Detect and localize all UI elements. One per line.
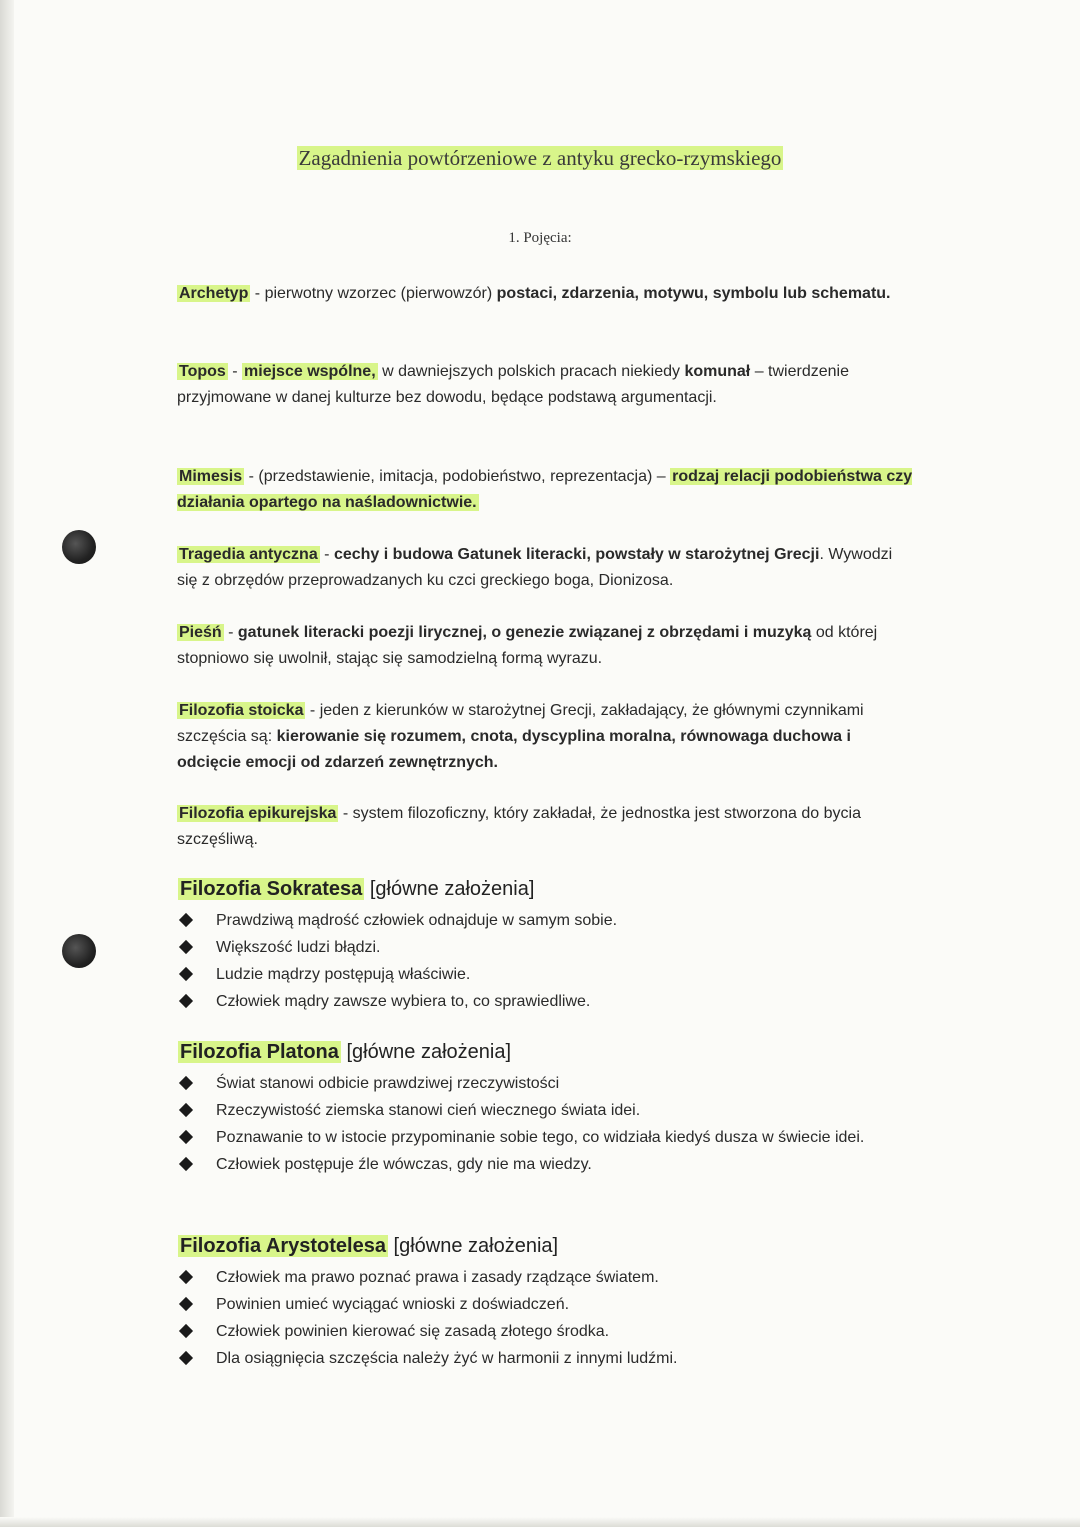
term-label: Tragedia antyczna [179,546,318,563]
list-item: Poznawanie to w istocie przypominanie sobie tego, co widziała kiedyś dusza w świecie idei. [178,1124,918,1151]
section-subtitle: 1. Pojęcia: [508,230,572,246]
term-piesn: Pieśń - gatunek literacki poezji lirycznej, o genezie związanej z obrzędami i muzyką od której stopniowo się uwolnił, stając się samodzielną formą wyrazu. [177,624,878,667]
diamond-bullet-icon [179,1076,193,1090]
diamond-bullet-icon [179,1157,193,1171]
term-label: Filozofia stoicka [179,702,304,719]
diamond-bullet-icon [179,1351,193,1365]
list-item: Ludzie mądrzy postępują właściwie. [178,961,918,988]
term-highlight: miejsce wspólne, [244,363,376,380]
bullet-list-sokrates [178,907,918,1015]
page-edge-bottom [0,1517,1080,1527]
term-label: Pieśń [179,624,222,641]
diamond-bullet-icon [179,940,193,954]
term-topos: Topos - miejsce wspólne, w dawniejszych polskich pracach niekiedy komunał – twierdzenie przyjmowane w danej kulturze bez dowodu, będące podstawą argumentacji. [177,363,849,406]
diamond-bullet-icon [179,1270,193,1284]
punch-hole-bottom [62,934,96,968]
term-label: Mimesis [179,468,243,485]
term-label: Topos [179,363,226,380]
list-item: Człowiek powinien kierować się zasadą złotego środka. [178,1318,918,1345]
list-item: Człowiek ma prawo poznać prawa i zasady rządzące światem. [178,1264,918,1291]
section-title-platon: Filozofia Platona [główne założenia] [180,1041,512,1063]
bullet-list-arystoteles [178,1264,918,1372]
term-filozofia-epikurejska: Filozofia epikurejska - system filozoficzny, który zakładał, że jednostka jest stworzona do bycia szczęśliwą. [177,805,861,848]
section-title-sokrates: Filozofia Sokratesa [główne założenia] [180,878,535,900]
list-item: Prawdziwą mądrość człowiek odnajduje w samym sobie. [178,907,918,934]
list-item: Powinien umieć wyciągać wnioski z doświadczeń. [178,1291,918,1318]
diamond-bullet-icon [179,967,193,981]
term-filozofia-stoicka: Filozofia stoicka - jeden z kierunków w starożytnej Grecji, zakładający, że głównymi czynnikami szczęścia są: kierowanie się rozumem, cnota, dyscyplina moralna, równowaga duchowa i odcięcie emocji od zdarzeń zewnętrznych. [177,702,864,771]
term-mimesis: Mimesis - (przedstawienie, imitacja, podobieństwo, reprezentacja) – rodzaj relacji podobieństwa czy działania opartego na naśladownictwie. [177,468,913,511]
bullet-list-platon [178,1070,918,1178]
list-item: Dla osiągnięcia szczęścia należy żyć w harmonii z innymi ludźmi. [178,1345,918,1372]
diamond-bullet-icon [179,1130,193,1144]
diamond-bullet-icon [179,913,193,927]
list-item: Człowiek mądry zawsze wybiera to, co sprawiedliwe. [178,988,918,1015]
section-title-arystoteles: Filozofia Arystotelesa [główne założenia] [180,1235,559,1257]
term-tragedia-antyczna: Tragedia antyczna - cechy i budowa Gatunek literacki, powstały w starożytnej Grecji. Wywodzi się z obrzędów przeprowadzanych ku czci greckiego boga, Dionizosa. [177,546,893,589]
punch-hole-top [62,530,96,564]
term-highlight: rodzaj relacji podobieństwa czy działania opartego na naśladownictwie. [177,468,913,511]
term-archetyp: Archetyp - pierwotny wzorzec (pierwowzór) postaci, zdarzenia, motywu, symbolu lub schematu. [179,285,891,302]
diamond-bullet-icon [179,994,193,1008]
list-item: Większość ludzi błądzi. [178,934,918,961]
list-item: Rzeczywistość ziemska stanowi cień wiecznego świata idei. [178,1097,918,1124]
term-label: Archetyp [179,285,249,302]
list-item: Świat stanowi odbicie prawdziwej rzeczywistości [178,1070,918,1097]
term-label: Filozofia epikurejska [179,805,337,822]
diamond-bullet-icon [179,1324,193,1338]
diamond-bullet-icon [179,1103,193,1117]
document-title: Zagadnienia powtórzeniowe z antyku grecko-rzymskiego [298,146,782,170]
list-item: Człowiek postępuje źle wówczas, gdy nie ma wiedzy. [178,1151,918,1178]
diamond-bullet-icon [179,1297,193,1311]
